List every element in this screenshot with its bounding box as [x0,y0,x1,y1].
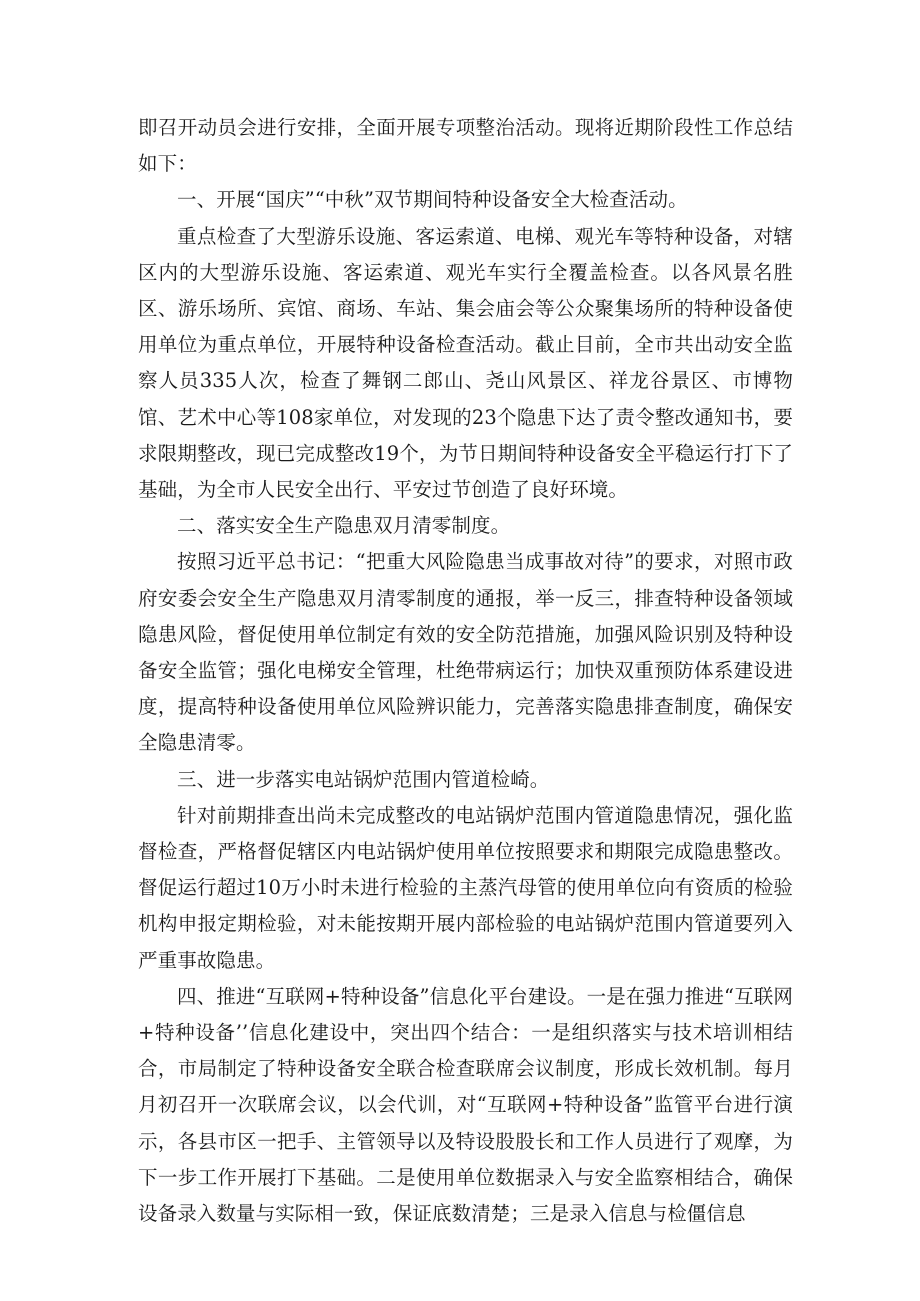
section-heading-3: 三、进一步落实电站锅炉范围内管道检崎。 [177,767,550,791]
paragraph-continuation: 即召开动员会进行安排，全面开展专项整治活动。现将近期阶段性工作总结如下： [138,116,793,176]
paragraph-section-1: 重点检查了大型游乐设施、客运索道、电梯、观光车等特种设备，对辖区内的大型游乐设施、客运索道、观光车实行全覆盖检查。以各风景名胜区、游乐场所、宾馆、商场、车站、集会庙会等公众聚集场所的特种设备使用单位为重点单位，开展特种设备检查活动。截止目前，全市共出动安全监察人员335人次，检查了舞钢二郎山、尧山风景区、祥龙谷景区、市博物馆、艺术中心等108家单位，对发现的23个隐患下达了责令整改通知书，要求限期整改，现已完成整改19个，为节日期间特种设备安全平稳运行打下了基础，为全市人民安全出行、平安过节创造了良好环境。 [138,224,793,502]
paragraph-section-4: 四、推进“互联网+特种设备”信息化平台建设。一是在强力推进“互联网+特种设备’’信息化建设中，突出四个结合：一是组织落实与技术培训相结合，市局制定了特种设备安全联合检查联席会议制度，形成长效机制。每月月初召开一次联席会议，以会代训，对“互联网+特种设备”监管平台进行演示，各县市区一把手、主管领导以及特设股股长和工作人员进行了观摩，为下一步工作开展打下基础。二是使用单位数据录入与安全监察相结合，确保设备录入数量与实际相一致，保证底数清楚；三是录入信息与检僵信息 [138,984,793,1226]
paragraph-section-3: 针对前期排查出尚未完成整改的电站锅炉范围内管道隐患情况，强化监督检查，严格督促辖区内电站锅炉使用单位按照要求和期限完成隐患整改。督促运行超过10万小时未进行检验的主蒸汽母管的使用单位向有资质的检验机构申报定期检验，对未能按期开展内部检验的电站锅炉范围内管道要列入严重事故隐患。 [138,803,793,972]
paragraph-section-2: 按照习近平总书记：“把重大风险隐患当成事故对待”的要求，对照市政府安委会安全生产隐患双月清零制度的通报，举一反三，排查特种设备领域隐患风险，督促使用单位制定有效的安全防范措施，加强风险识别及特种设备安全监管；强化电梯安全管理，杜绝带病运行；加快双重预防体系建设进度，提高特种设备使用单位风险辨识能力，完善落实隐患排查制度，确保安全隐患清零。 [138,550,793,755]
section-heading-1: 一、开展“国庆”“中秋”双节期间特种设备安全大检查活动。 [177,188,688,212]
document-body [138,110,793,1232]
section-heading-2: 二、落实安全生产隐患双月清零制度。 [177,514,511,538]
